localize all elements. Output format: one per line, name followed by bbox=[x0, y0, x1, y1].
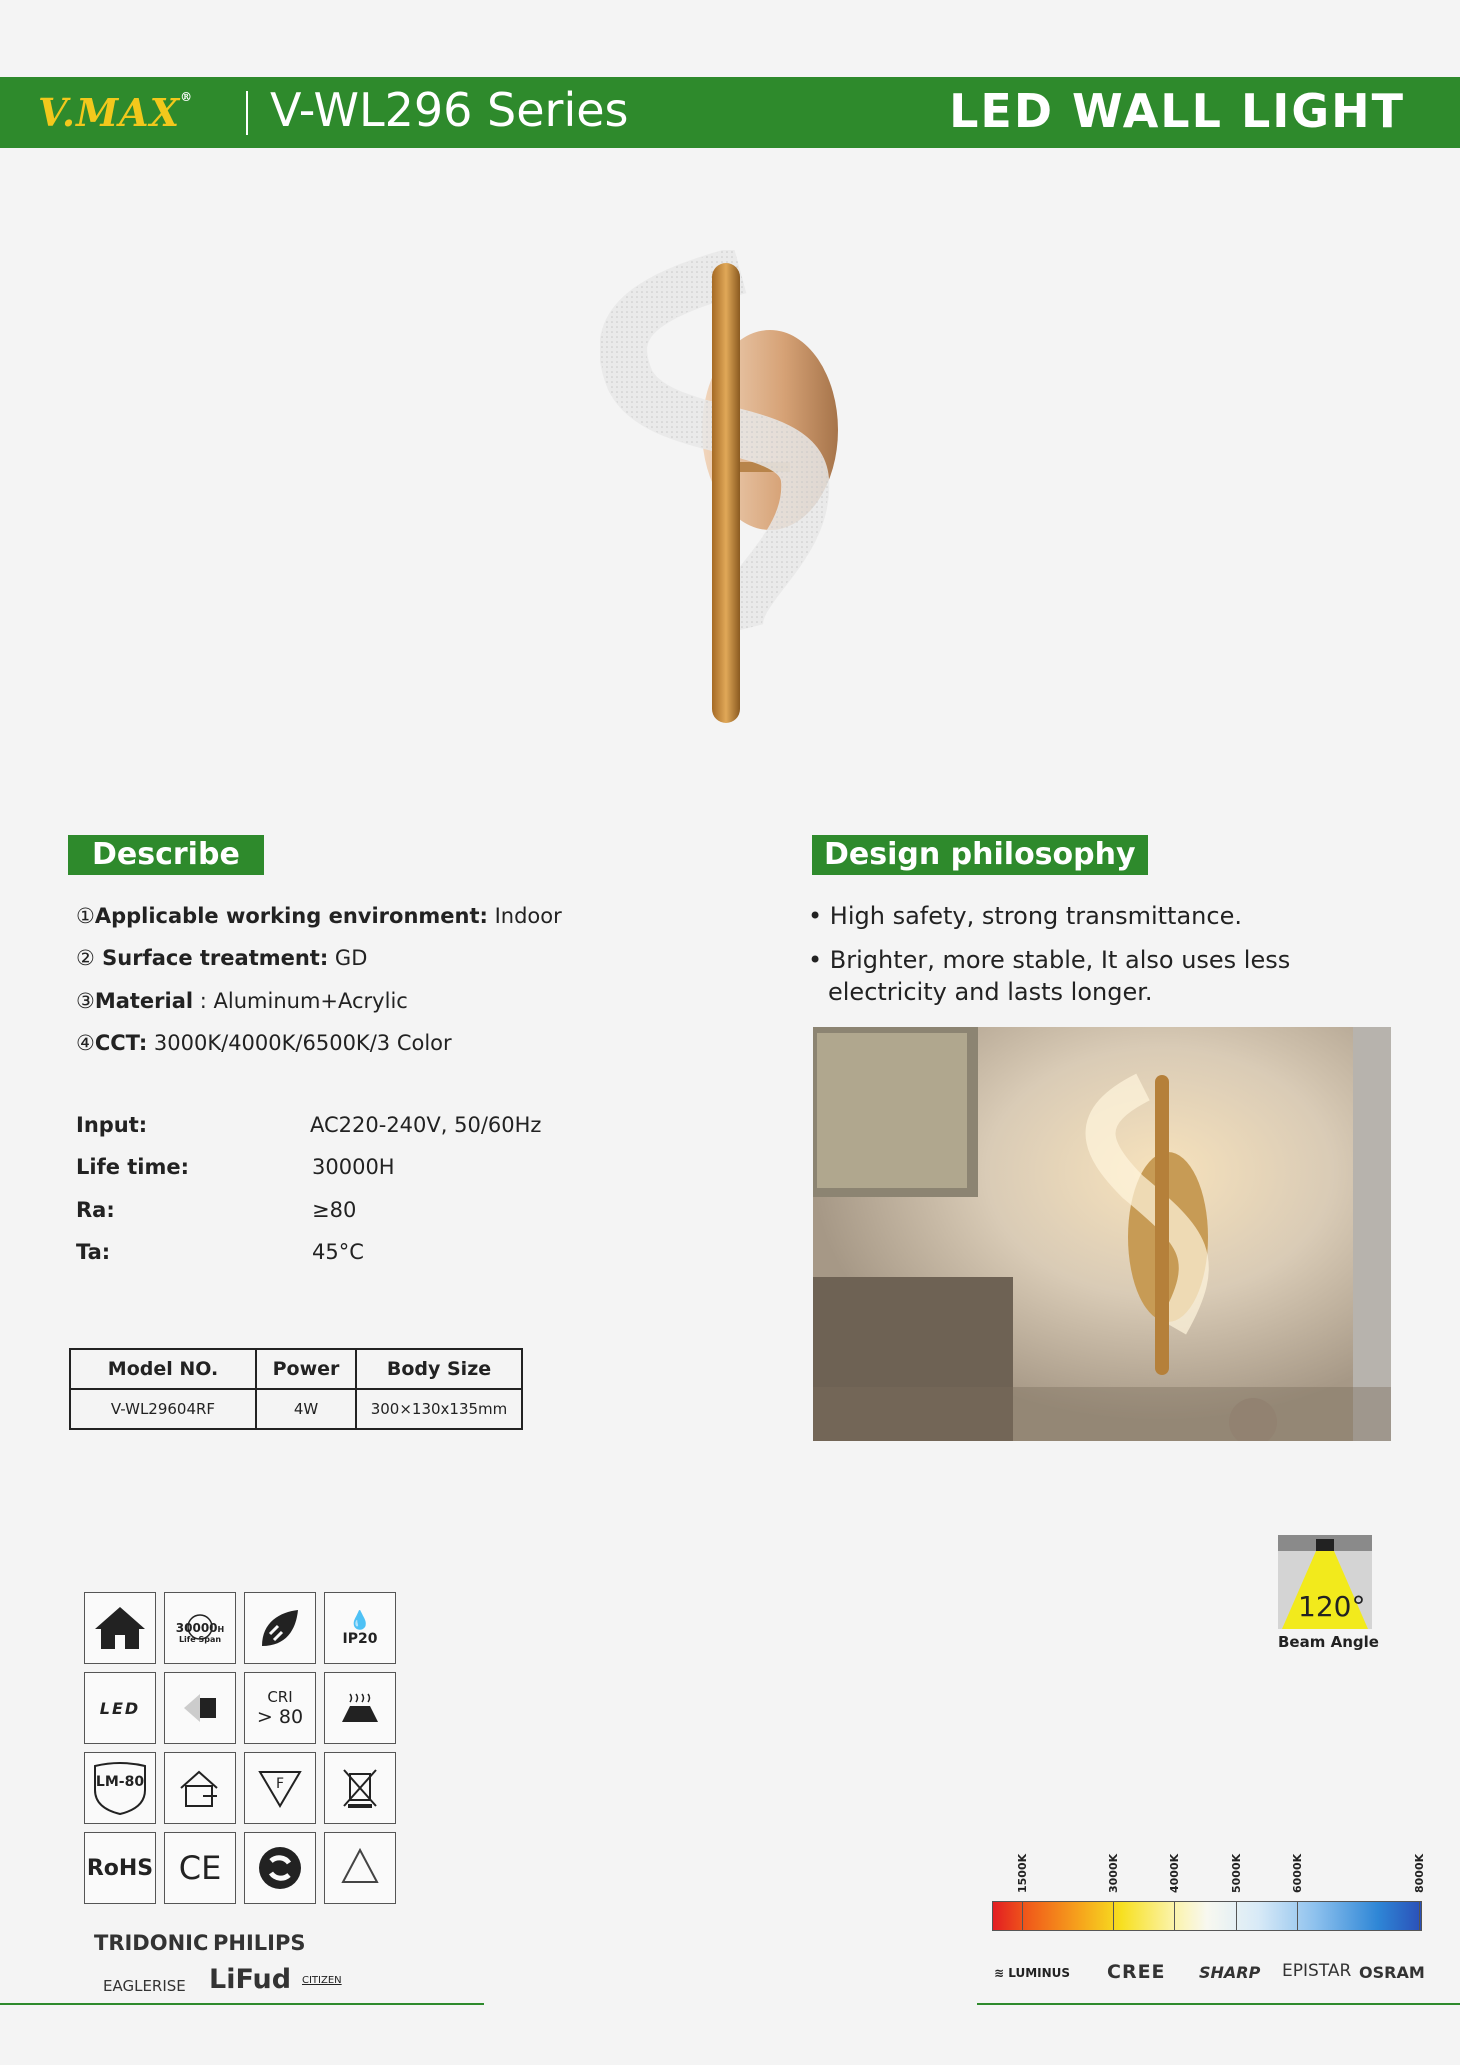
beam-angle-value: 120° bbox=[1298, 1590, 1366, 1623]
describe-item: ①Applicable working environment: Indoor bbox=[76, 904, 562, 928]
brand-luminus: ≋ LUMINUS bbox=[994, 1966, 1071, 1980]
describe-title: Describe bbox=[68, 835, 264, 875]
brand-eaglerise: EAGLERISE bbox=[103, 1977, 186, 1995]
brand-epistar: EPISTAR bbox=[1282, 1961, 1352, 1981]
footer-line-left bbox=[0, 2003, 484, 2005]
cct-tick-mark bbox=[1419, 1901, 1420, 1931]
brand-citizen: CITIZEN bbox=[302, 1975, 342, 1986]
lm80-icon: LM-80 bbox=[84, 1752, 156, 1824]
table-header: Body Size bbox=[356, 1349, 522, 1389]
describe-item: ④CCT: 3000K/4000K/6500K/3 Color bbox=[76, 1031, 452, 1055]
weee-icon bbox=[324, 1752, 396, 1824]
cct-tick-label: 1500K bbox=[1015, 1853, 1029, 1893]
cct-tick-mark bbox=[1236, 1901, 1237, 1931]
certification-grid bbox=[84, 1592, 396, 1904]
life-span-icon: 30000H Life Span bbox=[164, 1592, 236, 1664]
spec-input-value: AC220-240V, 50/60Hz bbox=[310, 1113, 542, 1137]
spec-ta-label: Ta: bbox=[76, 1240, 111, 1264]
recycle-icon bbox=[324, 1832, 396, 1904]
cct-tick-label: 6000K bbox=[1290, 1853, 1304, 1893]
spec-ra-label: Ra: bbox=[76, 1198, 115, 1222]
cct-tick-mark bbox=[1297, 1901, 1298, 1931]
header-divider bbox=[246, 91, 248, 135]
cct-tick-mark bbox=[1113, 1901, 1114, 1931]
table-row bbox=[70, 1389, 522, 1429]
category-title: LED WALL LIGHT bbox=[949, 84, 1405, 138]
table-cell: 300×130x135mm bbox=[356, 1389, 522, 1429]
product-photo bbox=[600, 250, 860, 730]
brand-cree: CREE bbox=[1107, 1961, 1166, 1983]
series-title: V-WL296 Series bbox=[270, 83, 629, 137]
describe-item: ② Surface treatment: GD bbox=[76, 946, 368, 970]
cct-tick-mark bbox=[1022, 1901, 1023, 1931]
beam-angle-label: Beam Angle bbox=[1278, 1633, 1379, 1651]
footer-line-right bbox=[977, 2003, 1460, 2005]
spec-ta-value: 45°C bbox=[312, 1240, 364, 1264]
plug-leaf-icon bbox=[244, 1592, 316, 1664]
brand-sharp: SHARP bbox=[1199, 1963, 1261, 1982]
heat-sink-icon bbox=[324, 1672, 396, 1744]
brand-philips: PHILIPS bbox=[213, 1931, 306, 1955]
table-header: Model NO. bbox=[70, 1349, 256, 1389]
indoor-icon bbox=[164, 1752, 236, 1824]
rohs-icon: RoHS bbox=[84, 1832, 156, 1904]
brand-tridonic: TRIDONIC bbox=[94, 1931, 209, 1955]
vmax-logo: V.MAX® bbox=[38, 90, 194, 135]
table-cell: 4W bbox=[256, 1389, 356, 1429]
cct-color-bar bbox=[992, 1901, 1422, 1931]
spec-input-label: Input: bbox=[76, 1113, 148, 1137]
spec-life-value: 30000H bbox=[312, 1155, 395, 1179]
spec-ra-value: ≥80 bbox=[312, 1198, 357, 1222]
room-photo bbox=[813, 1027, 1391, 1441]
table-header: Power bbox=[256, 1349, 356, 1389]
green-dot-icon bbox=[244, 1832, 316, 1904]
design-bullet: • High safety, strong transmittance. bbox=[808, 902, 1242, 930]
table-cell: V-WL29604RF bbox=[70, 1389, 256, 1429]
brand-osram: OSRAM bbox=[1359, 1963, 1425, 1982]
ip20-icon: 💧 IP20 bbox=[324, 1592, 396, 1664]
cct-tick-label: 4000K bbox=[1168, 1853, 1182, 1893]
model-table bbox=[69, 1348, 523, 1430]
cct-tick-label: 8000K bbox=[1413, 1853, 1426, 1893]
cct-tick-label: 5000K bbox=[1229, 1853, 1243, 1893]
led-icon: LED bbox=[84, 1672, 156, 1744]
cri-icon: CRI > 80 bbox=[244, 1672, 316, 1744]
cct-tick-mark bbox=[1174, 1901, 1175, 1931]
design-bullet: • Brighter, more stable, It also uses less electricity and lasts longer. bbox=[808, 946, 1291, 1006]
dimmer-icon bbox=[164, 1672, 236, 1744]
f-mark-icon: F bbox=[244, 1752, 316, 1824]
design-title: Design philosophy bbox=[812, 835, 1148, 875]
brand-lifud: LiFud bbox=[209, 1964, 292, 1995]
describe-item: ③Material : Aluminum+Acrylic bbox=[76, 989, 408, 1013]
cct-tick-label: 3000K bbox=[1107, 1853, 1121, 1893]
house-icon bbox=[84, 1592, 156, 1664]
spec-life-label: Life time: bbox=[76, 1155, 190, 1179]
ce-icon: CE bbox=[164, 1832, 236, 1904]
